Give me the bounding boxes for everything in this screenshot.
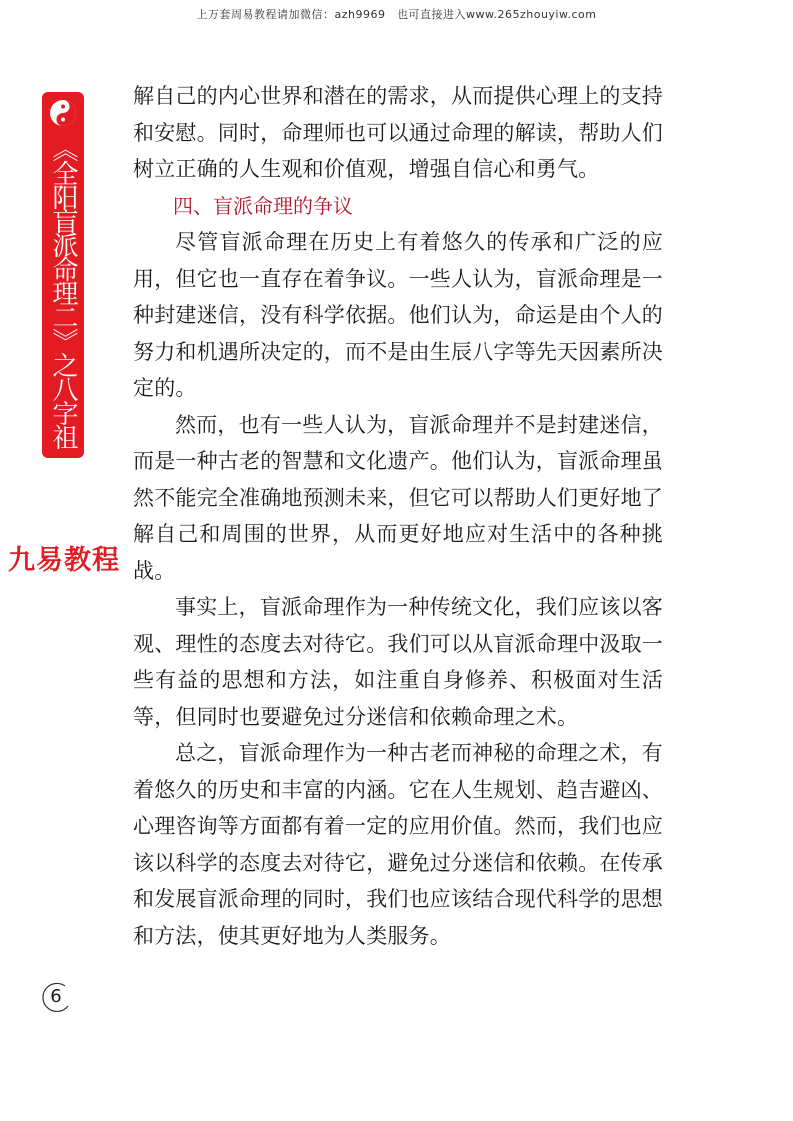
section-heading: 四、盲派命理的争议 xyxy=(173,193,353,218)
page-body xyxy=(133,78,663,954)
paragraph: 然而，也有一些人认为，盲派命理并不是封建迷信，而是一种古老的智慧和文化遗产。他们认为，盲派命理虽然不能完全准确地预测未来，但它可以帮助人们更好地了解自己和周围的世界，从而更好地应对生活中的各种挑战。 xyxy=(133,412,663,583)
paragraph: 尽管盲派命理在历史上有着悠久的传承和广泛的应用，但它也一直存在着争议。一些人认为，盲派命理是一种封建迷信，没有科学依据。他们认为，命运是由个人的努力和机遇所决定的，而不是由生辰八字等先天因素所决定的。 xyxy=(133,230,663,400)
side-tab xyxy=(6,92,84,458)
paragraph: 总之，盲派命理作为一种古老而神秘的命理之术，有着悠久的历史和丰富的内涵。它在人生规划、趋吉避凶、心理咨询等方面都有着一定的应用价值。然而，我们也应该以科学的态度去对待它，避免过分迷信和依赖。在传承和发展盲派命理的同时，我们也应该结合现代科学的思想和方法，使其更好地为人类服务。 xyxy=(133,741,663,948)
paragraph: 事实上，盲派命理作为一种传统文化，我们应该以客观、理性的态度去对待它。我们可以从盲派命理中汲取一些有益的思想和方法，如注重自身修养、积极面对生活等，但同时也要避免过分迷信和依赖命理之术。 xyxy=(133,595,663,729)
page-number xyxy=(38,980,74,1016)
paragraph-continued: 解自己的内心世界和潜在的需求，从而提供心理上的支持和安慰。同时，命理师也可以通过命理的解读，帮助人们树立正确的人生观和价值观，增强自信心和勇气。 xyxy=(133,84,663,181)
page-number-label: 6 xyxy=(50,986,62,1007)
side-book-title: 《全阳盲派命理二》之八字祖师 xyxy=(6,136,78,448)
watermark-logo: 九易教程 xyxy=(8,545,120,576)
taiji-icon xyxy=(48,98,78,128)
header-note: 上万套周易教程请加微信：azh9969 也可直接进入www.265zhouyiw.com xyxy=(196,8,597,21)
